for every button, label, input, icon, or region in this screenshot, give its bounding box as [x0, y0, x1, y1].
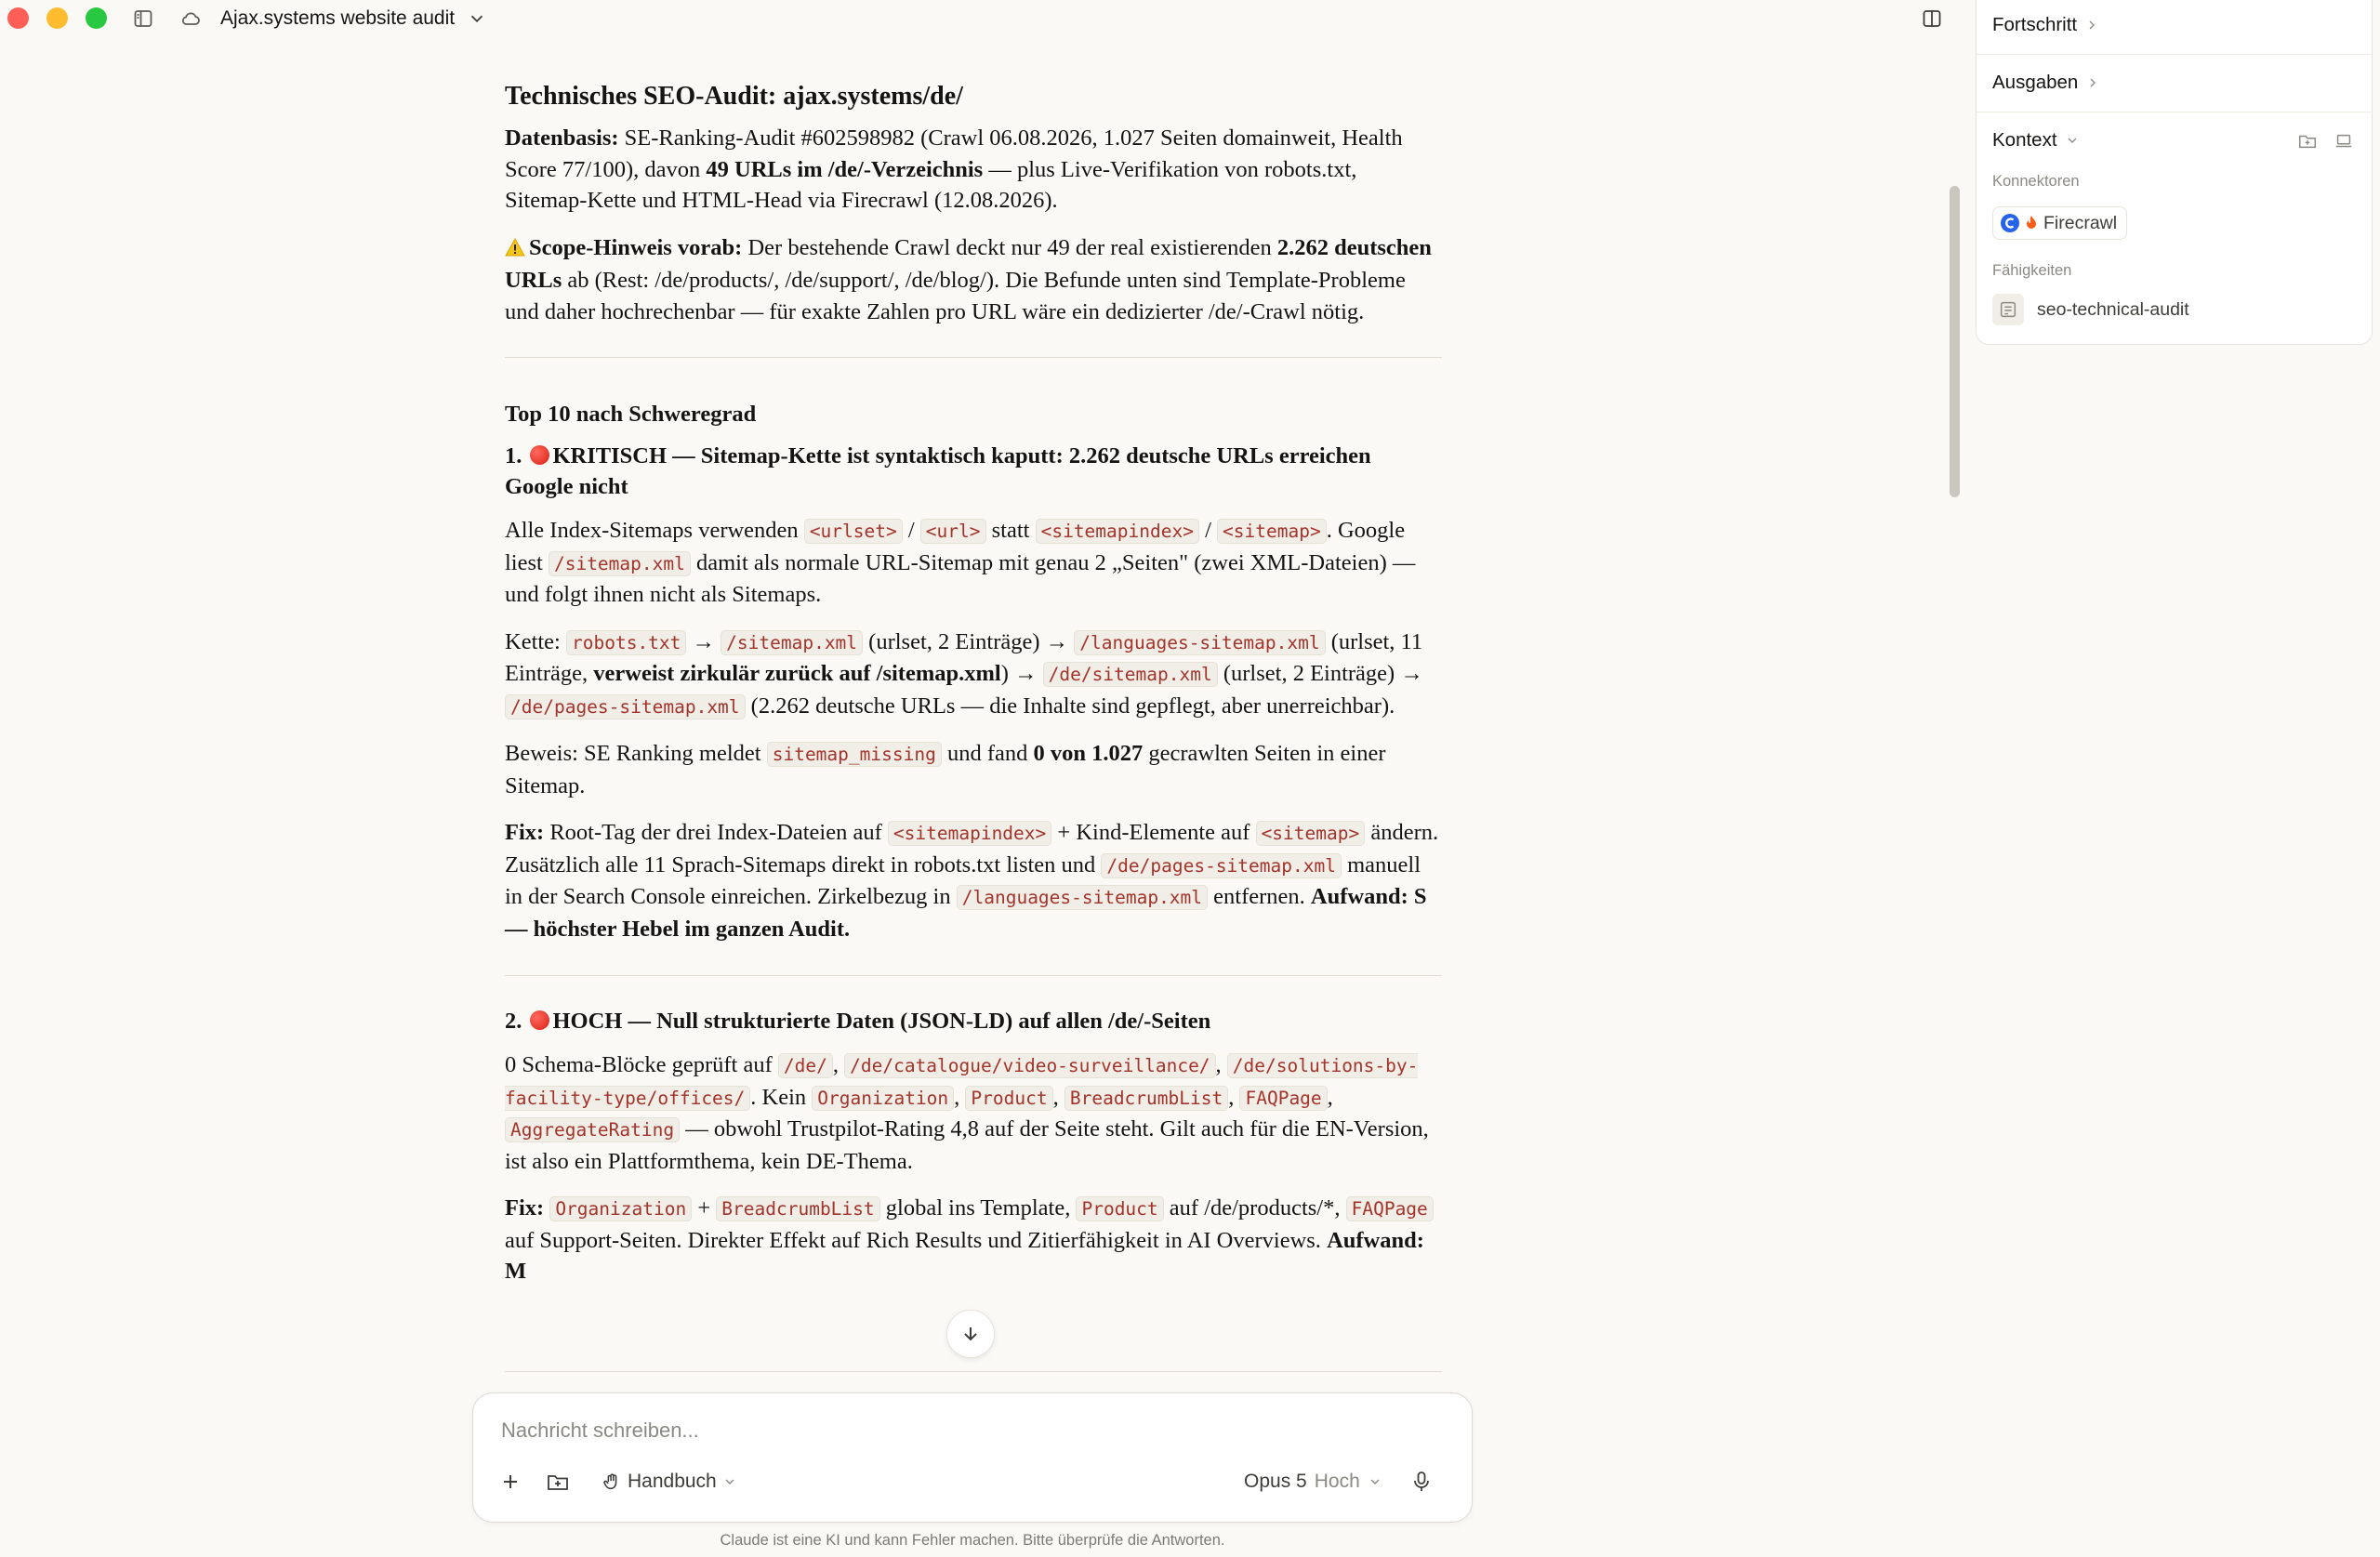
voice-input-button[interactable] [1410, 1464, 1433, 1499]
scroll-to-bottom-button[interactable] [946, 1310, 995, 1358]
finding-1-paragraph-a [505, 515, 1444, 611]
finding-2-fix-paragraph [505, 1193, 1444, 1287]
minimize-window-button[interactable] [46, 7, 68, 29]
connectors-label: Konnektoren [1992, 173, 2080, 190]
divider [505, 1371, 1442, 1372]
skill-name: seo-technical-audit [2037, 298, 2189, 320]
context-label: Kontext [1992, 129, 2057, 151]
model-label: Opus 5 [1244, 1471, 1307, 1492]
text-run: und fand [941, 741, 1034, 766]
text-run: (urlset, 2 Einträge) → [863, 628, 1075, 654]
bold-text: 2.262 deutschen URLs [505, 234, 1432, 293]
inline-code: /sitemap.xml [549, 551, 691, 576]
text-run: , [832, 1052, 845, 1077]
outputs-section-toggle[interactable] [1992, 72, 2100, 94]
mode-selector[interactable] [602, 1464, 737, 1499]
bold-text: 49 URLs im /de/-Verzeichnis [706, 156, 984, 182]
plus-icon [499, 1471, 522, 1493]
text-run: + Kind-Elemente auf [1051, 820, 1256, 845]
text-run: Root-Tag der drei Index-Dateien auf [544, 820, 888, 845]
message-composer [472, 1392, 1473, 1523]
add-attachment-button[interactable] [499, 1464, 522, 1499]
inline-code: <sitemapindex> [1036, 519, 1199, 544]
text-run: . Google liest [505, 518, 1406, 575]
text-run: KRITISCH — Sitemap-Kette ist syntaktisch kaputt: 2.262 deutsche URLs erreichen Google nicht [505, 443, 1371, 499]
text-run: + [692, 1195, 717, 1221]
data-basis-label: Datenbasis: [505, 125, 619, 151]
text-run: damit als normale URL-Sitemap mit genau 2 „Seiten" (zwei XML-Dateien) — und folgt ihnen nicht als Sitemaps. [505, 549, 1416, 607]
inline-code: Organization [812, 1086, 954, 1111]
skills-label: Fähigkeiten [1992, 262, 2072, 279]
inline-code: <sitemap> [1256, 821, 1366, 846]
data-basis-paragraph [505, 123, 1444, 217]
microphone-icon [1410, 1470, 1433, 1494]
progress-label: Fortschritt [1992, 14, 2078, 35]
fix-label: Fix: [505, 820, 545, 845]
inline-code: Product [1076, 1196, 1163, 1221]
inline-code: /de/ [778, 1053, 833, 1078]
conversation-title[interactable]: Ajax.systems website audit [220, 7, 456, 29]
disclaimer-text: Claude ist eine KI und kann Fehler machen. Bitte überprüfe die Antworten. [720, 1532, 1225, 1549]
project-folder-button[interactable] [546, 1464, 570, 1499]
sidebar-toggle-icon[interactable] [132, 7, 154, 30]
text-run: ändern. Zusätzlich alle 11 Sprach-Sitemaps direkt in robots.txt listen und [505, 820, 1439, 877]
text-run: , [1215, 1052, 1227, 1077]
context-section-toggle[interactable] [1992, 129, 2080, 152]
text-run: ) → [1000, 661, 1043, 686]
red-circle-icon [530, 445, 549, 465]
chevron-down-icon [1368, 1474, 1382, 1489]
assistant-message [505, 80, 1444, 1303]
text-run: . Kein [750, 1084, 813, 1110]
text-run: ab (Rest: /de/products/, /de/support/, /de/blog/). Die Befunde unten sind Template-Probleme und daher hochrechenbar — für exakte Zahlen pro URL wäre ein dedizierter /de/-Crawl nötig. [505, 268, 1406, 324]
divider [505, 357, 1442, 358]
inline-code: <urlset> [804, 519, 903, 544]
mode-label: Handbuch [628, 1471, 717, 1492]
fix-label: Fix: [505, 1195, 545, 1221]
cloud-icon [179, 7, 202, 30]
text-run: 2. [505, 1009, 528, 1034]
scope-note-label: Scope-Hinweis vorab: [529, 234, 743, 260]
finding-2-title [505, 1006, 1444, 1036]
inline-code: <sitemapindex> [888, 821, 1051, 846]
effort-label: Hoch [1314, 1471, 1360, 1492]
hand-icon [602, 1471, 622, 1492]
text-run: SE-Ranking-Audit #602598982 (Crawl 06.08.2026, 1.027 Seiten domainweit, Health Score 77/100), davon [505, 125, 1403, 182]
text-run: auf /de/products/*, [1163, 1195, 1346, 1221]
inline-code: /de/pages-sitemap.xml [1101, 853, 1342, 878]
inline-code: /de/solutions-by-facility-type/offices/ [505, 1055, 1419, 1109]
message-input[interactable] [499, 1418, 1433, 1444]
bold-text: 0 von 1.027 [1033, 741, 1144, 766]
inline-code: /de/pages-sitemap.xml [505, 694, 746, 719]
text-run: — plus Live-Verifikation von robots.txt, Sitemap-Kette und HTML-Head via Firecrawl (12.08.2026). [505, 156, 1357, 213]
connector-logo-icon [2001, 214, 2019, 232]
arrow-down-icon [959, 1323, 982, 1345]
text-run: Der bestehende Crawl deckt nur 49 der real existierenden [742, 234, 1277, 260]
text-run: HOCH — Null strukturierte Daten (JSON-LD) auf allen /de/-Seiten [552, 1009, 1211, 1034]
maximize-window-button[interactable] [86, 7, 107, 29]
text-run: (urlset, 2 Einträge) → [1217, 661, 1423, 686]
context-panel [1976, 0, 2373, 345]
skill-file-icon [1992, 294, 2024, 325]
text-run: (urlset, 11 Einträge, [505, 628, 1423, 686]
report-heading: Technisches SEO-Audit: ajax.systems/de/ [505, 82, 963, 111]
finding-1-fix-paragraph [505, 817, 1444, 944]
text-run: → [686, 628, 721, 654]
text-run: global ins Template, [879, 1195, 1077, 1221]
text-run: , [954, 1084, 966, 1110]
connector-firecrawl[interactable] [1992, 206, 2127, 240]
inline-code: Product [965, 1086, 1052, 1111]
scope-note-paragraph [505, 232, 1444, 328]
model-selector[interactable] [1244, 1464, 1382, 1499]
inline-code: robots.txt [566, 630, 686, 655]
skill-item[interactable] [1992, 294, 2189, 325]
chevron-down-icon[interactable] [467, 8, 489, 31]
finding-1-paragraph-b [505, 627, 1444, 723]
bold-text: verweist zirkulär zurück auf /sitemap.xml [593, 661, 1001, 686]
inline-code: FAQPage [1346, 1196, 1434, 1221]
chevron-down-icon [2065, 133, 2080, 148]
text-run: — obwohl Trustpilot-Rating 4,8 auf der Seite steht. Gilt auch für die EN-Version, ist also ein Plattformthema, kein DE-Thema. [505, 1116, 1429, 1174]
connector-name: Firecrawl [2043, 212, 2118, 233]
close-window-button[interactable] [7, 7, 29, 29]
text-run: Beweis: SE Ranking meldet [505, 741, 767, 766]
text-run: (2.262 deutsche URLs — die Inhalte sind gepflegt, aber unerreichbar). [745, 693, 1395, 719]
inline-code: /languages-sitemap.xml [1074, 630, 1325, 655]
chevron-down-icon [722, 1474, 737, 1489]
inline-code: <url> [920, 519, 986, 544]
text-run: entfernen. [1208, 884, 1311, 909]
finding-2-paragraph-a [505, 1049, 1444, 1177]
laptop-icon[interactable] [2334, 131, 2354, 156]
inline-code: <sitemap> [1217, 519, 1327, 544]
firecrawl-icon [2025, 215, 2038, 231]
inline-code: FAQPage [1239, 1086, 1327, 1111]
inline-code: /sitemap.xml [721, 630, 863, 655]
scrollbar-thumb[interactable] [1950, 186, 1960, 497]
finding-1-paragraph-c [505, 738, 1444, 801]
warning-icon [505, 234, 525, 266]
bold-text: Aufwand: S — höchster Hebel im ganzen Audit. [505, 884, 1427, 942]
inline-code: /de/catalogue/video-surveillance/ [844, 1053, 1215, 1078]
inline-code: AggregateRating [505, 1117, 680, 1142]
title-bar [0, 0, 1962, 41]
outputs-label: Ausgaben [1992, 72, 2079, 93]
progress-section-toggle[interactable] [1992, 14, 2099, 36]
red-circle-icon [530, 1010, 549, 1030]
text-run: / [1198, 518, 1218, 543]
text-run: statt [985, 518, 1036, 543]
chevron-right-icon [2084, 18, 2099, 33]
inline-code: BreadcrumbList [716, 1196, 879, 1221]
text-run: / [902, 518, 920, 543]
section-title: Top 10 nach Schweregrad [505, 402, 757, 427]
inline-code: sitemap_missing [767, 742, 942, 767]
folder-plus-icon[interactable] [2297, 131, 2318, 156]
text-run: Kette: [505, 628, 566, 654]
text-run: manuell in der Search Console einreichen. Zirkelbezug in [505, 851, 1421, 909]
bold-text: Aufwand: M [505, 1227, 1424, 1284]
text-run: auf Support-Seiten. Direkter Effekt auf Rich Results und Zitierfähigkeit in AI Overviews. [505, 1227, 1328, 1253]
panel-divider [1977, 54, 2372, 55]
text-run: , [1327, 1084, 1333, 1110]
chevron-right-icon [2085, 75, 2100, 90]
panel-toggle-icon[interactable] [1921, 7, 1943, 30]
text-run: , [1052, 1084, 1064, 1110]
text-run: gecrawlten Seiten in einer Sitemap. [505, 741, 1386, 798]
text-run: , [1228, 1084, 1240, 1110]
finding-1-title [505, 441, 1444, 502]
folder-icon [546, 1471, 570, 1493]
text-run: 1. [505, 443, 528, 468]
inline-code: /languages-sitemap.xml [957, 885, 1208, 910]
inline-code: BreadcrumbList [1064, 1086, 1228, 1111]
text-run: 0 Schema-Blöcke geprüft auf [505, 1052, 778, 1077]
text-run: Alle Index-Sitemaps verwenden [505, 518, 804, 543]
divider [505, 975, 1442, 976]
inline-code: Organization [549, 1196, 692, 1221]
inline-code: /de/sitemap.xml [1043, 662, 1218, 687]
